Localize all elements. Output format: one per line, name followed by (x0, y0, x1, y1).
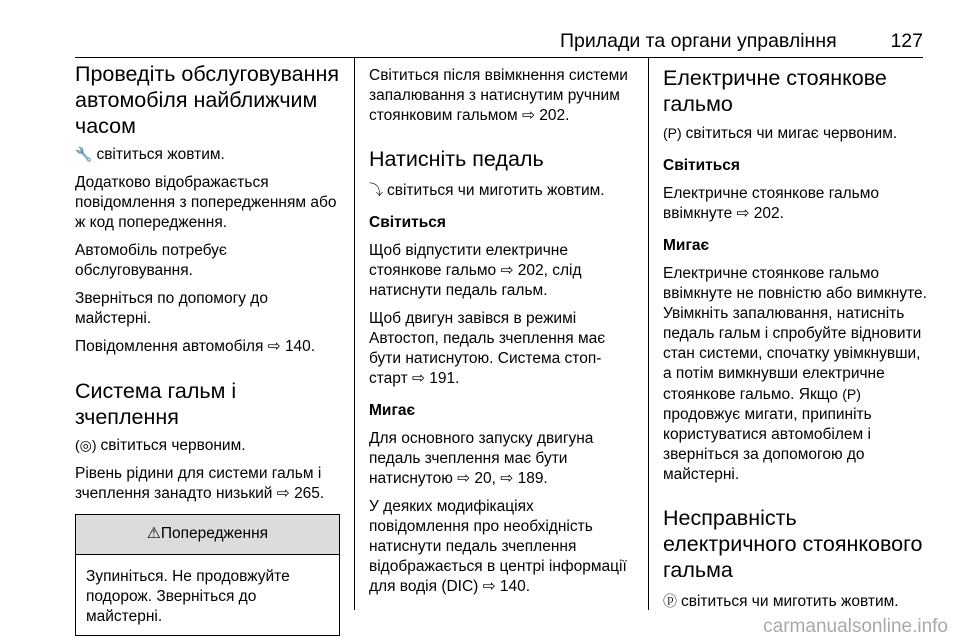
parking-brake-icon: (P) (842, 386, 861, 402)
brake-warning-icon: (◎) (75, 437, 97, 453)
epb-flash-text: Електричне стоянкове гальмо ввімкнуте не повністю або вимкнуте. Увімкніть запалювання, натисніть педаль гальм і спробуйте відновити стан системи, спочатку увімкнувши, а потім вимкнувши електричне стоянкове гальмо. Якщо (663, 265, 927, 403)
section-title-epb: Електричне стоянкове гальмо (663, 66, 887, 116)
column-divider (648, 58, 649, 610)
brake-indicator-line (75, 435, 340, 456)
service-indicator-text: світиться жовтим. (96, 146, 225, 163)
subheading-lit: Світиться (663, 157, 740, 174)
subheading-flash: Мигає (663, 237, 710, 254)
pedal-icon: ⤵ (369, 182, 383, 198)
column-divider (354, 58, 355, 610)
parking-brake-icon: (P) (663, 125, 682, 141)
warning-text: Зупиніться. Не продовжуйте подорож. Зверніться до майстерні. (86, 568, 290, 625)
section-title-pedal: Натисніть педаль (369, 147, 544, 171)
column-2 (369, 58, 635, 597)
flash-paragraph: У деяких модифікаціях повідомлення про необхідність натиснути педаль зчеплення відображається в центрі інформації для водія (DIC) ⇨ 140. (369, 498, 627, 595)
service-paragraph: Додатково відображається повідомлення з попередженням або ж код попередження. (75, 174, 337, 231)
column-1 (75, 58, 340, 636)
section-title-brakes: Система гальм і зчеплення (75, 379, 237, 429)
pedal-indicator-line (369, 180, 635, 201)
warning-heading: Попередження (160, 525, 269, 542)
warning-header (76, 515, 339, 555)
fault-indicator-text: світиться чи миготить жовтим. (681, 593, 899, 610)
epb-flash-text-cont: продовжує мигати, припиніть користуватися автомобілем і зверніться за допомогою до майстерні. (663, 406, 872, 483)
warning-box (75, 514, 340, 636)
service-paragraph: Зверніться по допомогу до майстерні. (75, 290, 268, 327)
column-3 (663, 58, 930, 612)
service-indicator-line (75, 144, 340, 165)
lit-paragraph: Щоб відпустити електричне стоянкове гальмо ⇨ 202, слід натиснути педаль гальм. (369, 242, 582, 299)
pedal-indicator-text: світиться чи миготить жовтим. (387, 182, 605, 199)
watermark: carmanualsonline.info (763, 616, 948, 637)
flash-paragraph: Для основного запуску двигуна педаль зчеплення має бути натиснутою ⇨ 20, ⇨ 189. (369, 430, 594, 487)
epb-flash-paragraph (663, 264, 930, 485)
lit-paragraph: Щоб двигун завівся в режимі Автостоп, педаль зчеплення має бути натиснутою. Система стоп-старт ⇨ 191. (369, 310, 606, 387)
brake-fault-icon: ⓟ (663, 593, 677, 609)
brake-indicator-text: світиться червоним. (100, 437, 246, 454)
subheading-lit: Світиться (369, 214, 446, 231)
service-paragraph: Автомобіль потребує обслуговування. (75, 242, 227, 279)
intro-paragraph: Світиться після ввімкнення системи запалювання з натиснутим ручним стоянковим гальмом ⇨ 202. (369, 67, 628, 124)
epb-lit-paragraph: Електричне стоянкове гальмо ввімкнуте ⇨ 202. (663, 185, 880, 222)
brake-paragraph: Рівень рідини для системи гальм і зчеплення занадто низький ⇨ 265. (75, 465, 325, 502)
subheading-flash: Мигає (369, 402, 416, 419)
section-title-fault: Несправність електричного стоянкового гальма (663, 506, 923, 582)
epb-indicator-line (663, 123, 930, 144)
page-number: 127 (890, 30, 923, 52)
epb-indicator-text: світиться чи мигає червоним. (685, 125, 898, 142)
header-title: Прилади та органи управління (560, 30, 837, 52)
warning-body (76, 555, 339, 635)
section-title-service: Проведіть обслуговування автомобіля найближчим часом (75, 62, 340, 138)
wrench-car-icon: 🔧 (75, 146, 93, 162)
warning-triangle-icon: ⚠ (146, 525, 161, 542)
service-paragraph: Повідомлення автомобіля ⇨ 140. (75, 338, 316, 355)
fault-indicator-line (663, 591, 930, 612)
